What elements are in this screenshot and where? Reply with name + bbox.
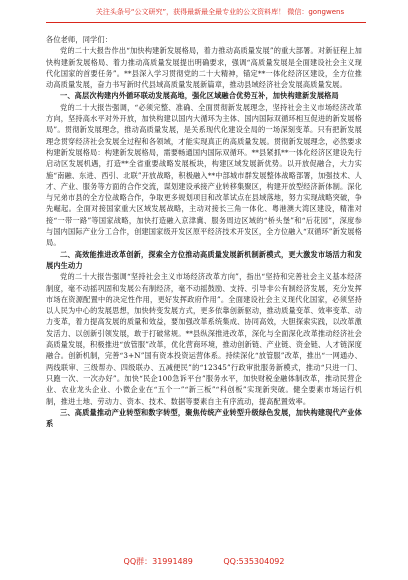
header-divider: [46, 22, 366, 23]
salutation: 各位老师，同学们：: [46, 35, 113, 44]
paragraph-section-2: 党的二十大报告强调“坚持社会主义市场经济改革方向”，指出“坚持和完善社会主义基本经济制度，毫不动摇巩固和发展公有制经济，毫不动摇鼓励、支持、引导非公有制经济发展，充分发挥市场在资源配置中的决定性作用，更好发挥政府作用”。全面建设社会主义现代化国家，必须坚持以人民为中心的发展思想，加快转变发展方式，更多依靠创新驱动，推动质量变革、效率变革、动力变革，着力提高发展的质量和效益，要加强改革系统集成、协同高效，大胆探索实践，以改革激发活力、以创新引领发展，敢于打破常规。**县纵深推进改革，深化与全面深化改革推动经济社会高质量发展，积极推进“放管服”改革，优化营商环境，推动创新链、产业链、资金链、人才链深度融合。创新机制，完善“3+N”国有资本投资运营体系。持续深化“放管服”改革，推出“一网通办、两线联审、三级帮办、四级联办、五减便民”的“12345”行政审批服务新模式，推动“只进一门、只跑一次、一次办好”。加快“民企100急诉平台”服务水平，加快财税金融体制改革，推动民营企业、农业龙头企业、小微企业在“五个一”“新三板”“科创板”实现新突破。健全要素市场运行机制，推进土地、劳动力、资本、技术、数据等要素自主有序流动，提高配置效率。: [46, 272, 362, 406]
footer-contact: [0, 556, 408, 568]
footer-qq: QQ:535304092: [223, 557, 285, 566]
document-body: [46, 34, 362, 550]
section-heading-3: 三、高质量推动产业转型和数字转型，聚焦传统产业转型升级绿色发展，加快构建现代产业体系: [46, 407, 362, 429]
section-heading-1: 一、高层次构建内外循环联动发展高地，强化区域融合优势互补，加快构建新发展格局: [60, 91, 339, 101]
paragraph-section-1: 党的二十大报告强调，“必须完整、准确、全面贯彻新发展理念，坚持社会主义市场经济改革方向，坚持高水平对外开放，加快构建以国内大循环为主体、国内国际双循环相互促进的新发展格局”。贯彻新发展理念，推动高质量发展，是关系现代化建设全局的一场深刻变革。只有把新发展理念贯穿经济社会发展全过程和各领域，才能实现真正的高质量发展。贯彻新发展理念，必然要求构建新发展格局：构建新发展格局，需要畅通国内国际双循环。**县紧抓**一体化经济区建设先行启动区发展机遇，打造**全省重要战略发展板块，构建区域发展新优势。以开放促融合，大力实施“南融、东进、西引、北联”开放战略，积极融入**中部城市群发展整体战略部署，加强技术、人才、产业、服务等方面的合作交流，谋划建设承接产业转移集聚区，构建开放型经济新体制。深化与兄弟市县的全方位战略合作，争取更多规划项目和改革试点在县域落地，努力实现战略突破，争先崛起。全面对接国家重大区域发展战略，主动对接长三角一体化、粤港澳大湾区建设，精准对接“一带一路”等国家战略，加快打造融入京津冀、服务周边区域的“桥头堡”和“后花园”，深度参与国内国际产业分工合作，创建国家级开发区原平经济技术开发区，全方位融入“双循环”新发展格局。: [46, 102, 362, 248]
paragraph-intro: 党的二十大报告作出“加快构建新发展格局，着力推动高质量发展”的重大部署。对新征程上加快构建新发展格局、着力推动高质量发展提出明确要求，强调“高质量发展是全面建设社会主义现代化国家的首要任务”。**县深入学习贯彻党的二十大精神，锚定**一体化经济区建设，全方位推动高质量发展，奋力书写新时代县域高质量发展新篇章，推动县域经济社会发展高质量发展。: [46, 46, 362, 90]
footer-qq-group: QQ群：31991489: [123, 557, 193, 566]
section-heading-2: 二、高效能推进改革创新，探索全方位推动高质量发展新机制新模式，更大激发市场活力和发展内生动力: [46, 249, 362, 270]
header-banner: 关注头条号“公文研究”，获得最新最全最专业的公文资料库！ 微信：gongwens: [95, 8, 345, 16]
